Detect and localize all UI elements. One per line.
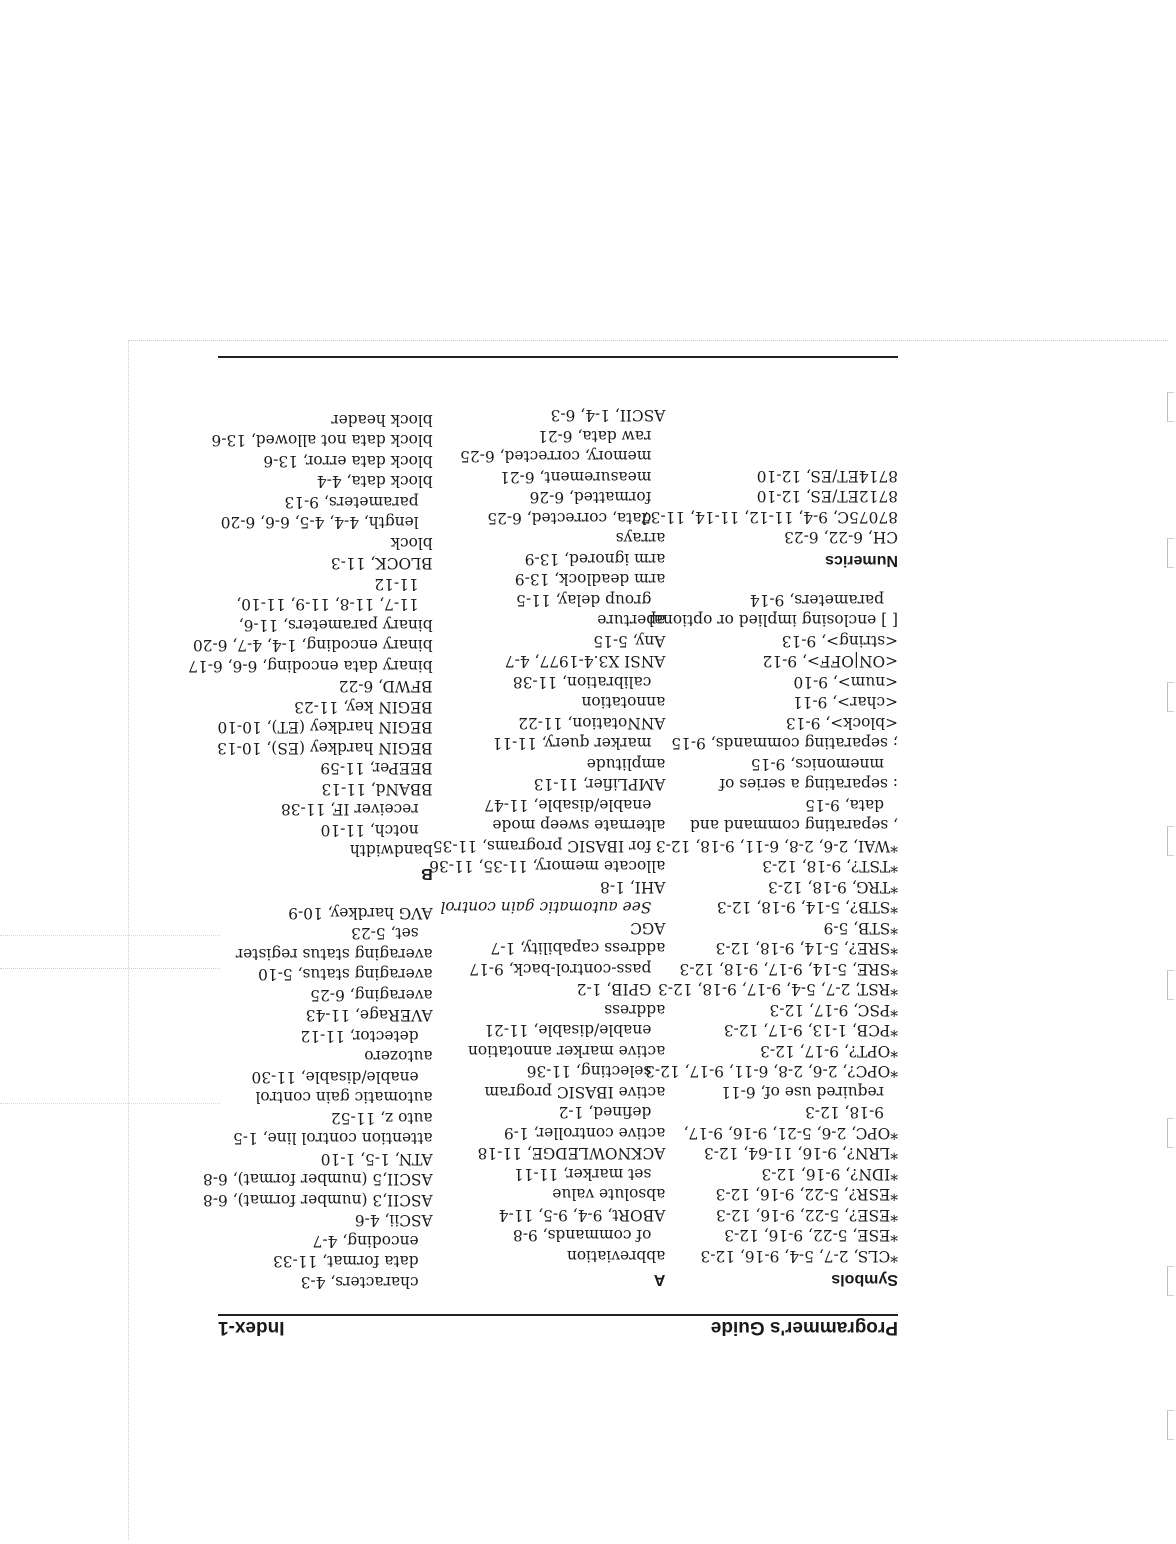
index-entry: <char>, 9-11 (792, 693, 898, 712)
index-entry: arrays (615, 529, 666, 548)
index-entry: *TST?, 9-18, 12-3 (762, 857, 898, 876)
index-subentry: See automatic gain control (440, 898, 652, 917)
index-entry: *LRN?, 9-16, 11-64, 12-3 (703, 1144, 898, 1163)
index-entry: ASCII,5 (number format), 6-8 (203, 1170, 433, 1189)
index-subentry: length, 4-4, 4-5, 6-6, 6-20 (220, 513, 419, 532)
index-subentry: raw data, 6-21 (537, 427, 652, 445)
index-entry: binary data encoding, 6-6, 6-17 (188, 657, 433, 675)
index-entry: 8714ET/ES, 12-10 (756, 467, 898, 485)
index-entry: BEEPer, 11-59 (320, 759, 433, 778)
index-subentry: of commands, 9-8 (512, 1226, 652, 1245)
index-entry: *PCB, 1-13, 9-17, 12-3 (723, 1021, 898, 1040)
index-entry: block data not allowed, 13-6 (211, 431, 433, 450)
index-entry: ; separating commands, 9-15 (671, 734, 898, 753)
index-subentry: GPIB, 1-2 (576, 980, 652, 999)
header-rule (218, 1314, 898, 1316)
index-entry: *SRE, 5-14, 9-17, 9-18, 12-3 (679, 960, 898, 978)
index-entry: active IBASIC program (484, 1083, 666, 1101)
index-entry: annotation (581, 693, 666, 712)
index-entry: binary encoding, 1-4, 4-7, 6-20 (192, 636, 433, 655)
index-column-3 (188, 372, 433, 1292)
index-entry: abbreviation (566, 1247, 666, 1265)
index-entry: AVG hardkey, 10-9 (288, 904, 433, 922)
index-entry: *OPT?, 9-17, 12-3 (760, 1042, 898, 1060)
index-entry: AMPLifier, 11-13 (533, 775, 666, 794)
index-entry: autozero (364, 1047, 433, 1066)
index-entry: *ESE?, 5-22, 9-16, 12-3 (715, 1206, 898, 1224)
scan-edge-left (128, 340, 129, 1540)
index-entry: 87075C, 9-4, 11-12, 11-14, 11-37 (640, 508, 898, 526)
index-entry: : separating a series of (719, 775, 898, 794)
index-entry: *TRG, 9-18, 12-3 (767, 878, 898, 896)
index-subentry: set marker, 11-11 (513, 1165, 652, 1183)
scan-artifact-line (0, 935, 220, 936)
index-entry: *ESE, 5-22, 9-16, 12-3 (724, 1226, 898, 1245)
index-entry: *STB?, 5-14, 9-18, 12-3 (716, 898, 898, 917)
index-entry: ASCii, 4-6 (354, 1211, 433, 1230)
index-entry: automatic gain control (255, 1088, 433, 1107)
index-subentry: encoding, 4-7 (312, 1232, 419, 1250)
section-heading: B (421, 865, 433, 883)
index-entry: BBANd, 11-13 (321, 780, 433, 798)
index-entry: BLOCK, 11-3 (330, 554, 433, 573)
index-entry: AHI, 1-8 (600, 878, 666, 896)
index-entry: ASCII,3 (number format), 6-8 (203, 1191, 433, 1209)
index-entry: bandwidth (349, 841, 433, 860)
page-number: Index-1 (218, 1317, 285, 1338)
index-entry: address capability, 1-7 (490, 939, 666, 958)
index-subentry: pass-control-back, 9-17 (469, 960, 652, 978)
index-columns (188, 372, 898, 1292)
index-entry: *STB, 5-9 (823, 919, 898, 937)
index-entry: ANNotation, 11-22 (518, 714, 666, 732)
index-entry: active marker annotation (468, 1042, 666, 1060)
index-entry: arm deadlock, 13-9 (514, 570, 666, 589)
binding-edge-marks (1164, 380, 1174, 1540)
index-subentry: detector, 11-12 (300, 1027, 419, 1045)
index-entry: alternate sweep mode (492, 816, 666, 835)
index-entry: ANSI X3.4-1977, 4-7 (504, 652, 666, 671)
index-entry: <block>, 9-13 (785, 714, 898, 732)
index-entry: Any, 5-15 (593, 632, 666, 650)
index-entry: allocate memory, 11-35, 11-36 (429, 857, 666, 876)
index-entry: averaging status, 5-10 (258, 965, 433, 984)
index-page (188, 356, 898, 1368)
index-entry: aperture (597, 611, 666, 630)
index-entry: block data, 4-4 (316, 472, 433, 491)
index-entry: BEGIN hardkey (ET), 10-10 (217, 718, 433, 737)
index-entry: arm ignored, 13-9 (524, 550, 666, 568)
index-entry: <ON|OFF>, 9-12 (762, 652, 898, 671)
index-entry: averaging, 6-25 (310, 986, 433, 1004)
index-entry: CH, 6-22, 6-23 (784, 528, 898, 547)
section-heading: A (653, 1271, 666, 1288)
index-entry: *ESR?, 5-22, 9-16, 12-3 (715, 1185, 898, 1204)
index-entry: *IDN?, 9-16, 12-3 (761, 1165, 898, 1183)
index-subentry: parameters, 9-13 (284, 493, 419, 511)
index-entry: *OPC?, 2-6, 2-8, 6-11, 9-17, 12-3 (645, 1062, 898, 1081)
scan-artifact-line (0, 1103, 220, 1104)
index-subentry: calibration, 11-38 (512, 673, 652, 691)
index-entry: *SRE?, 5-14, 9-18, 12-3 (715, 939, 898, 958)
index-subentry: enable/disable, 11-30 (251, 1068, 419, 1086)
index-entry: *WAI, 2-6, 2-8, 6-11, 9-18, 12-3 (655, 837, 898, 855)
footer-rule (218, 356, 898, 358)
index-entry: *RST, 2-7, 5-4, 9-17, 9-18, 12-3 (657, 980, 898, 999)
index-entry: block data error, 13-6 (263, 452, 433, 470)
index-subentry: defined, 1-2 (558, 1103, 652, 1122)
page-header (218, 1316, 898, 1368)
index-subentry: receiver IF, 11-38 (280, 800, 419, 819)
index-subentry: group delay, 11-5 (516, 591, 652, 609)
section-heading: Numerics (825, 552, 898, 570)
index-entry: active controller, 1-9 (503, 1124, 666, 1142)
index-subentry: enable/disable, 11-47 (484, 796, 652, 814)
index-subentry: memory, corrected, 6-25 (460, 447, 652, 466)
index-subentry: mnemonics, 9-15 (750, 755, 884, 773)
index-entry: ABORt, 9-4, 9-5, 11-4 (498, 1206, 666, 1224)
index-entry: ACKNOWLEDGE, 11-18 (477, 1144, 666, 1163)
index-subentry: data, corrected, 6-25 (487, 509, 652, 527)
scan-artifact-line (0, 968, 220, 969)
index-subentry: parameters, 9-14 (749, 591, 884, 609)
index-entry: ATN, 1-5, 1-10 (320, 1150, 433, 1168)
index-entry: averaging status register set, 5-23 (235, 924, 433, 963)
index-entry: , separating command and data, 9-15 (690, 796, 898, 835)
index-entry: attention control line, 1-5 (233, 1129, 433, 1148)
index-subentry: enable/disable, 11-21 (484, 1021, 652, 1040)
index-subentry: data format, 11-33 (272, 1252, 419, 1271)
index-column-2 (429, 372, 666, 1292)
index-subentry: characters, 4-3 (300, 1273, 419, 1291)
index-entry: block header (331, 411, 433, 429)
index-subentry: formatted, 6-26 (529, 488, 652, 507)
index-entry: AGC (630, 919, 666, 937)
index-entry: absolute value (552, 1185, 666, 1204)
index-entry: [ ] enclosing implied or optional (648, 611, 898, 630)
section-heading: Symbols (831, 1271, 898, 1288)
index-entry: *CLS, 2-7, 5-4, 9-16, 12-3 (700, 1247, 898, 1265)
index-entry: BEGIN key, 11-23 (294, 698, 433, 716)
index-entry: *PSC, 9-17, 12-3 (769, 1001, 898, 1019)
index-entry: address (604, 1001, 666, 1019)
index-entry: 8712ET/ES, 12-10 (756, 487, 898, 506)
index-entry: block (390, 534, 433, 552)
index-entry: amplitude (586, 755, 666, 773)
index-subentry: measurement, 6-21 (500, 468, 652, 486)
index-subentry: marker query, 11-11 (492, 734, 652, 753)
index-entry: ASCII, 1-4, 6-3 (550, 406, 666, 425)
index-entry: AVERage, 11-43 (305, 1006, 433, 1025)
index-entry: BFWD, 6-22 (338, 677, 433, 696)
guide-title: Programmer's Guide (710, 1317, 898, 1338)
index-entry: *OPC, 2-6, 5-21, 9-16, 9-17, 9-18, 12-3 (683, 1103, 898, 1142)
index-subentry: notch, 11-10 (320, 821, 419, 839)
index-entry: auto z, 11-52 (330, 1109, 433, 1127)
index-entry: BEGIN hardkey (ES), 10-13 (217, 739, 433, 757)
index-entry: <string>, 9-13 (781, 632, 898, 650)
index-subentry: for IBASIC programs, 11-35 (432, 837, 652, 855)
index-subentry: required use of, 6-11 (721, 1083, 884, 1101)
index-entry: <num>, 9-10 (793, 673, 898, 691)
index-entry: binary parameters, 11-6, 11-7, 11-8, 11-9, 11-10, 11-12 (236, 575, 433, 634)
index-subentry: selecting, 11-36 (526, 1062, 652, 1081)
scan-edge-top (128, 340, 1168, 341)
